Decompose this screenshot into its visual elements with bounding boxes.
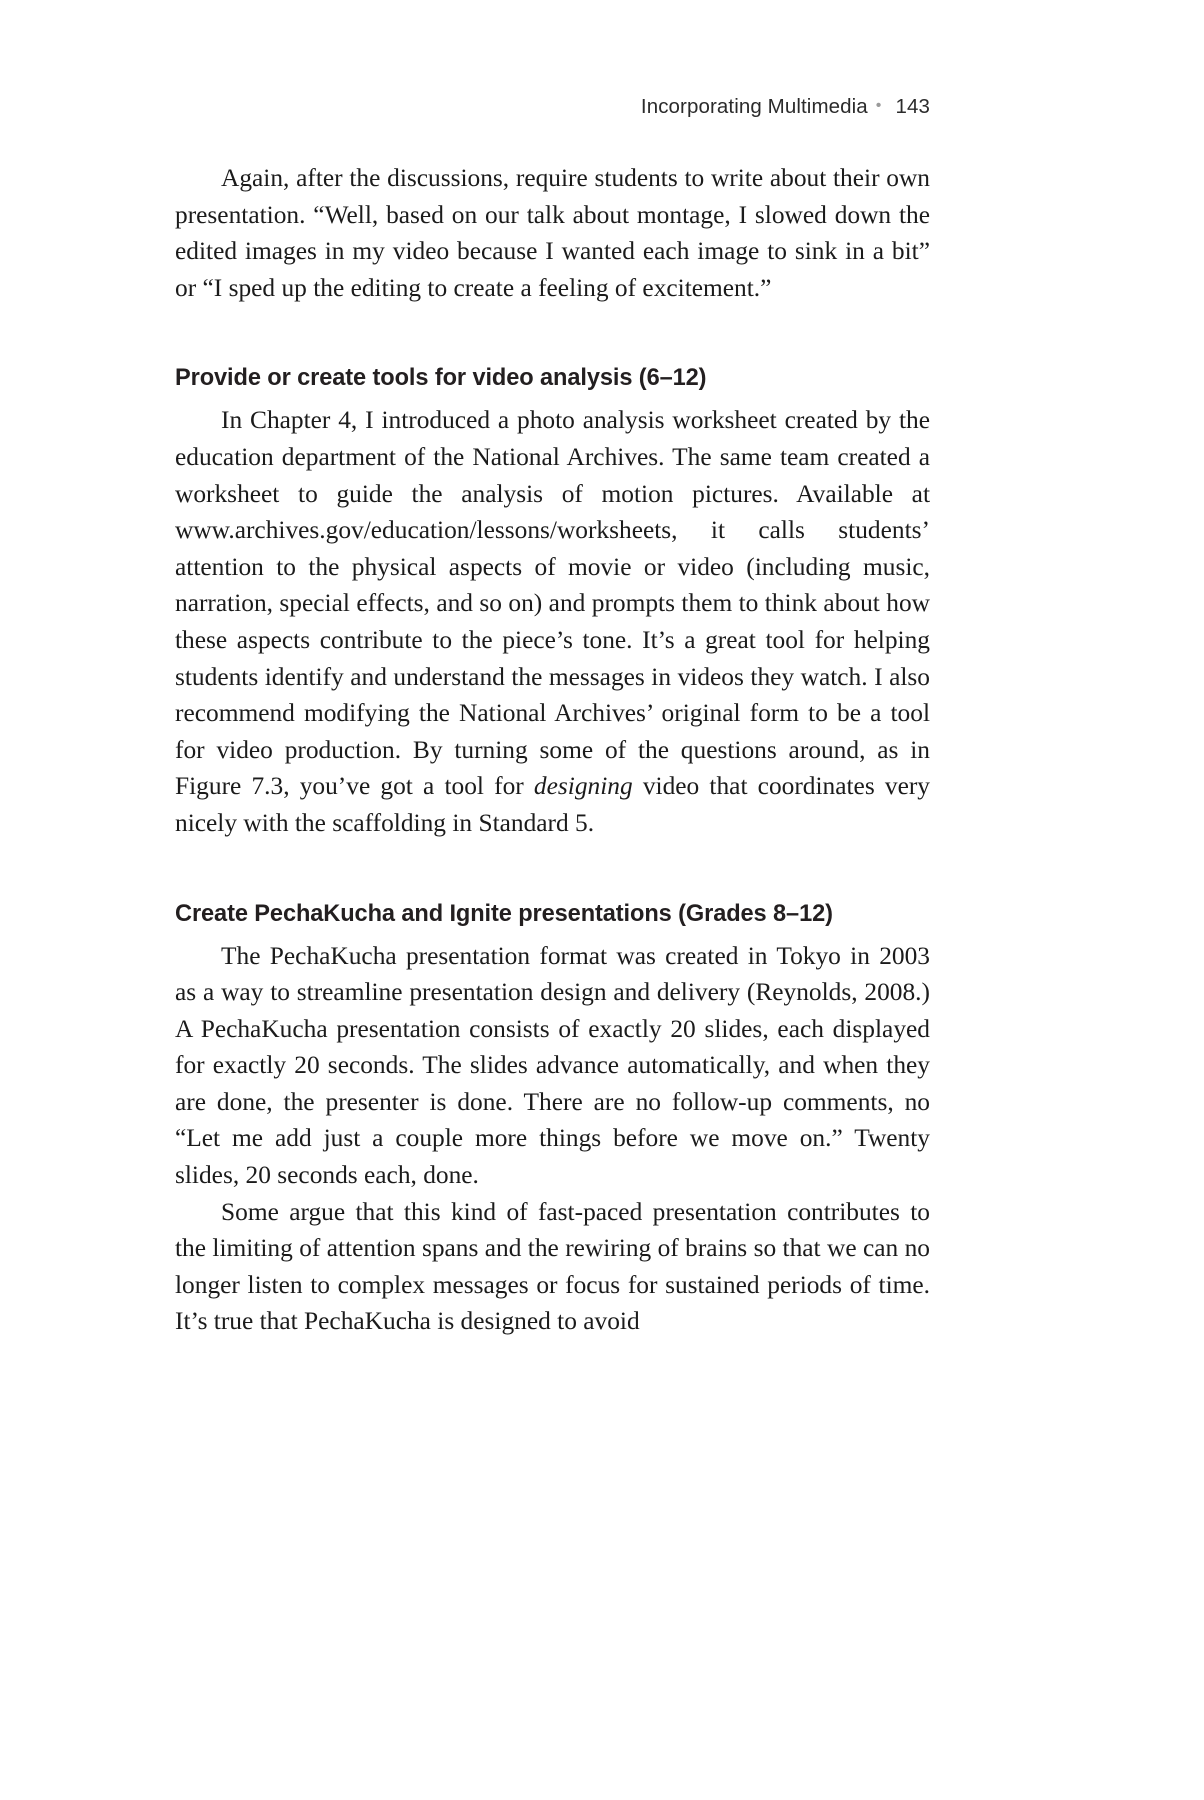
paragraph-again-after-discussions: Again, after the discussions, require students to write about their own presentation. “Well, based on our talk about montage, I slowed down the edited images in my video because I wanted each image to sink in a bit” or “I sped up the editing to create a feeling of excitement.” — [175, 164, 930, 302]
spacer — [175, 306, 930, 362]
page-number: 143 — [895, 95, 930, 118]
paragraph-pechakucha-format: The PechaKucha presentation format was created in Tokyo in 2003 as a way to streamline presentation design and delivery (Reynolds, 2008.) A PechaKucha presentation consists of exactly 20 slides, each displayed for exactly 20 seconds. The slides advance automatically, and when they are done, the presenter is done. There are no follow-up comments, no “Let me add just a couple more things before we move on.” Twenty slides, 20 seconds each, done. — [175, 941, 930, 1190]
running-header-title: Incorporating Multimedia — [640, 95, 868, 118]
paragraph-text-part-2: video that coordinates very nicely with the scaffolding in Standard 5. — [175, 772, 930, 837]
running-header — [175, 95, 930, 119]
spacer — [175, 394, 930, 402]
section-heading-pechakucha-ignite: Create PechaKucha and Ignite presentations (Grades 8–12) — [175, 900, 833, 927]
running-header-bullet-icon: • — [875, 97, 882, 114]
paragraph-chapter-4-photo-analysis — [175, 402, 930, 841]
emphasis-designing: designing — [533, 772, 633, 801]
spacer — [175, 842, 930, 898]
paragraph-some-argue-fast-paced: Some argue that this kind of fast-paced presentation contributes to the limiting of attention spans and the rewiring of brains so that we can no longer listen to complex messages or focus for sustained periods of time. It’s true that PechaKucha is designed to avoid — [175, 1197, 930, 1336]
page-content — [175, 160, 930, 1340]
section-heading-video-analysis-tools: Provide or create tools for video analysis (6–12) — [175, 365, 707, 392]
spacer — [175, 930, 930, 938]
paragraph-text-part-1: In Chapter 4, I introduced a photo analysis worksheet created by the education department of the National Archives. The same team created a worksheet to guide the analysis of motion pictures. Available at www.archives.gov/education/lessons/worksheets, it calls students’ attention to the physical aspects of movie or video (including music, narration, special effects, and so on) and prompts them to think about how these aspects contribute to the piece’s tone. It’s a great tool for helping students identify and understand the messages in videos they watch. I also recommend modifying the National Archives’ original form to be a tool for video production. By turning some of the questions around, as in Figure 7.3, you’ve got a tool for — [175, 406, 930, 801]
